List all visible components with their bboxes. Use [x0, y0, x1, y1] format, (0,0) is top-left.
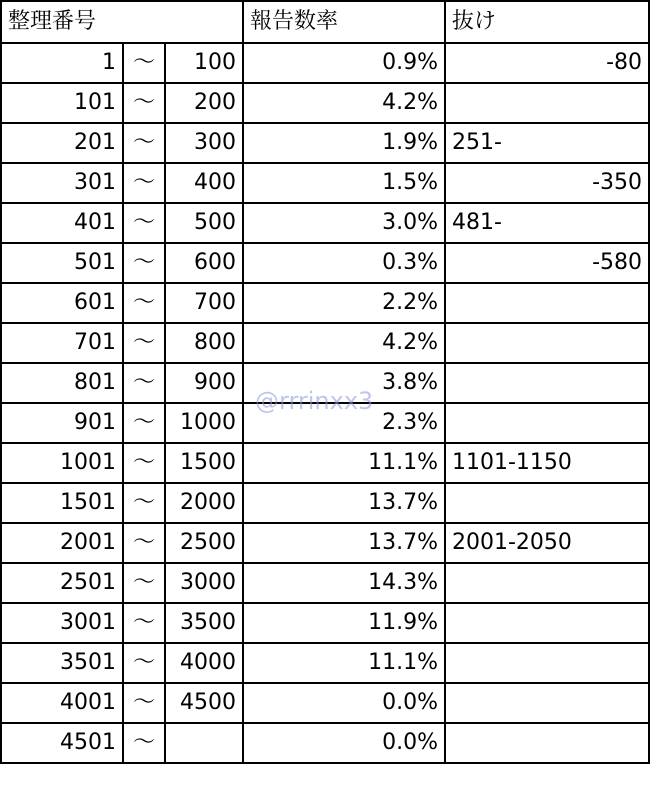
range-separator-cell: 〜	[123, 323, 165, 363]
report-rate-cell: 2.2%	[243, 283, 445, 323]
range-separator-cell: 〜	[123, 443, 165, 483]
report-rate-cell: 11.1%	[243, 643, 445, 683]
report-rate-cell: 4.2%	[243, 83, 445, 123]
range-end-cell: 2000	[165, 483, 243, 523]
missing-cell	[445, 643, 649, 683]
missing-cell	[445, 563, 649, 603]
range-end-cell: 3000	[165, 563, 243, 603]
range-end-cell: 700	[165, 283, 243, 323]
missing-cell: 481-	[445, 203, 649, 243]
range-start-cell: 3001	[1, 603, 123, 643]
range-start-cell: 1	[1, 43, 123, 83]
range-start-cell: 1501	[1, 483, 123, 523]
report-rate-cell: 4.2%	[243, 323, 445, 363]
report-rate-cell: 0.0%	[243, 723, 445, 763]
header-number-range: 整理番号	[1, 1, 243, 43]
report-rate-cell: 3.8%	[243, 363, 445, 403]
table-row	[1, 563, 649, 603]
missing-cell: 1101-1150	[445, 443, 649, 483]
missing-cell	[445, 483, 649, 523]
range-end-cell: 4500	[165, 683, 243, 723]
range-start-cell: 901	[1, 403, 123, 443]
range-separator-cell: 〜	[123, 203, 165, 243]
report-rate-cell: 13.7%	[243, 483, 445, 523]
watermark: @rrrinxx3	[255, 387, 374, 415]
range-end-cell: 900	[165, 363, 243, 403]
table-row	[1, 723, 649, 763]
range-end-cell	[165, 723, 243, 763]
report-rate-cell: 13.7%	[243, 523, 445, 563]
range-end-cell: 500	[165, 203, 243, 243]
header-row	[1, 1, 649, 43]
range-end-cell: 100	[165, 43, 243, 83]
missing-cell: 2001-2050	[445, 523, 649, 563]
report-rate-cell: 2.3%	[243, 403, 445, 443]
range-separator-cell: 〜	[123, 403, 165, 443]
table-row	[1, 603, 649, 643]
range-start-cell: 401	[1, 203, 123, 243]
missing-cell: -80	[445, 43, 649, 83]
table-row	[1, 43, 649, 83]
table-row	[1, 523, 649, 563]
range-separator-cell: 〜	[123, 163, 165, 203]
missing-cell	[445, 403, 649, 443]
range-separator-cell: 〜	[123, 123, 165, 163]
missing-cell	[445, 323, 649, 363]
table-row	[1, 643, 649, 683]
range-end-cell: 600	[165, 243, 243, 283]
table-row	[1, 403, 649, 443]
range-end-cell: 400	[165, 163, 243, 203]
range-start-cell: 501	[1, 243, 123, 283]
range-start-cell: 3501	[1, 643, 123, 683]
range-end-cell: 4000	[165, 643, 243, 683]
table-row	[1, 243, 649, 283]
range-separator-cell: 〜	[123, 43, 165, 83]
range-end-cell: 1500	[165, 443, 243, 483]
report-rate-cell: 0.0%	[243, 683, 445, 723]
range-separator-cell: 〜	[123, 243, 165, 283]
table-row	[1, 203, 649, 243]
missing-cell	[445, 603, 649, 643]
range-end-cell: 2500	[165, 523, 243, 563]
range-start-cell: 801	[1, 363, 123, 403]
range-separator-cell: 〜	[123, 643, 165, 683]
missing-cell	[445, 83, 649, 123]
table-row	[1, 283, 649, 323]
missing-cell	[445, 683, 649, 723]
range-separator-cell: 〜	[123, 283, 165, 323]
missing-cell	[445, 363, 649, 403]
range-start-cell: 601	[1, 283, 123, 323]
report-rate-cell: 11.1%	[243, 443, 445, 483]
range-end-cell: 800	[165, 323, 243, 363]
report-rate-cell: 3.0%	[243, 203, 445, 243]
header-report-rate: 報告数率	[243, 1, 445, 43]
range-separator-cell: 〜	[123, 523, 165, 563]
range-start-cell: 701	[1, 323, 123, 363]
range-start-cell: 4001	[1, 683, 123, 723]
table-row	[1, 323, 649, 363]
range-start-cell: 2001	[1, 523, 123, 563]
report-rate-cell: 1.9%	[243, 123, 445, 163]
missing-cell: -580	[445, 243, 649, 283]
table-row	[1, 363, 649, 403]
range-separator-cell: 〜	[123, 563, 165, 603]
table-row	[1, 683, 649, 723]
missing-cell	[445, 723, 649, 763]
range-separator-cell: 〜	[123, 683, 165, 723]
table-row	[1, 163, 649, 203]
report-rate-cell: 0.3%	[243, 243, 445, 283]
range-end-cell: 1000	[165, 403, 243, 443]
range-separator-cell: 〜	[123, 363, 165, 403]
range-separator-cell: 〜	[123, 603, 165, 643]
table-row	[1, 483, 649, 523]
table-row	[1, 123, 649, 163]
table-row	[1, 83, 649, 123]
range-end-cell: 3500	[165, 603, 243, 643]
report-rate-cell: 14.3%	[243, 563, 445, 603]
range-start-cell: 301	[1, 163, 123, 203]
report-rate-cell: 1.5%	[243, 163, 445, 203]
header-missing: 抜け	[445, 1, 649, 43]
range-start-cell: 4501	[1, 723, 123, 763]
missing-cell: 251-	[445, 123, 649, 163]
range-start-cell: 201	[1, 123, 123, 163]
range-separator-cell: 〜	[123, 723, 165, 763]
range-end-cell: 200	[165, 83, 243, 123]
table-body	[1, 1, 649, 763]
report-rate-cell: 11.9%	[243, 603, 445, 643]
missing-cell: -350	[445, 163, 649, 203]
table-row	[1, 443, 649, 483]
range-end-cell: 300	[165, 123, 243, 163]
missing-cell	[445, 283, 649, 323]
range-start-cell: 2501	[1, 563, 123, 603]
range-start-cell: 1001	[1, 443, 123, 483]
report-rate-cell: 0.9%	[243, 43, 445, 83]
range-separator-cell: 〜	[123, 83, 165, 123]
range-start-cell: 101	[1, 83, 123, 123]
range-separator-cell: 〜	[123, 483, 165, 523]
